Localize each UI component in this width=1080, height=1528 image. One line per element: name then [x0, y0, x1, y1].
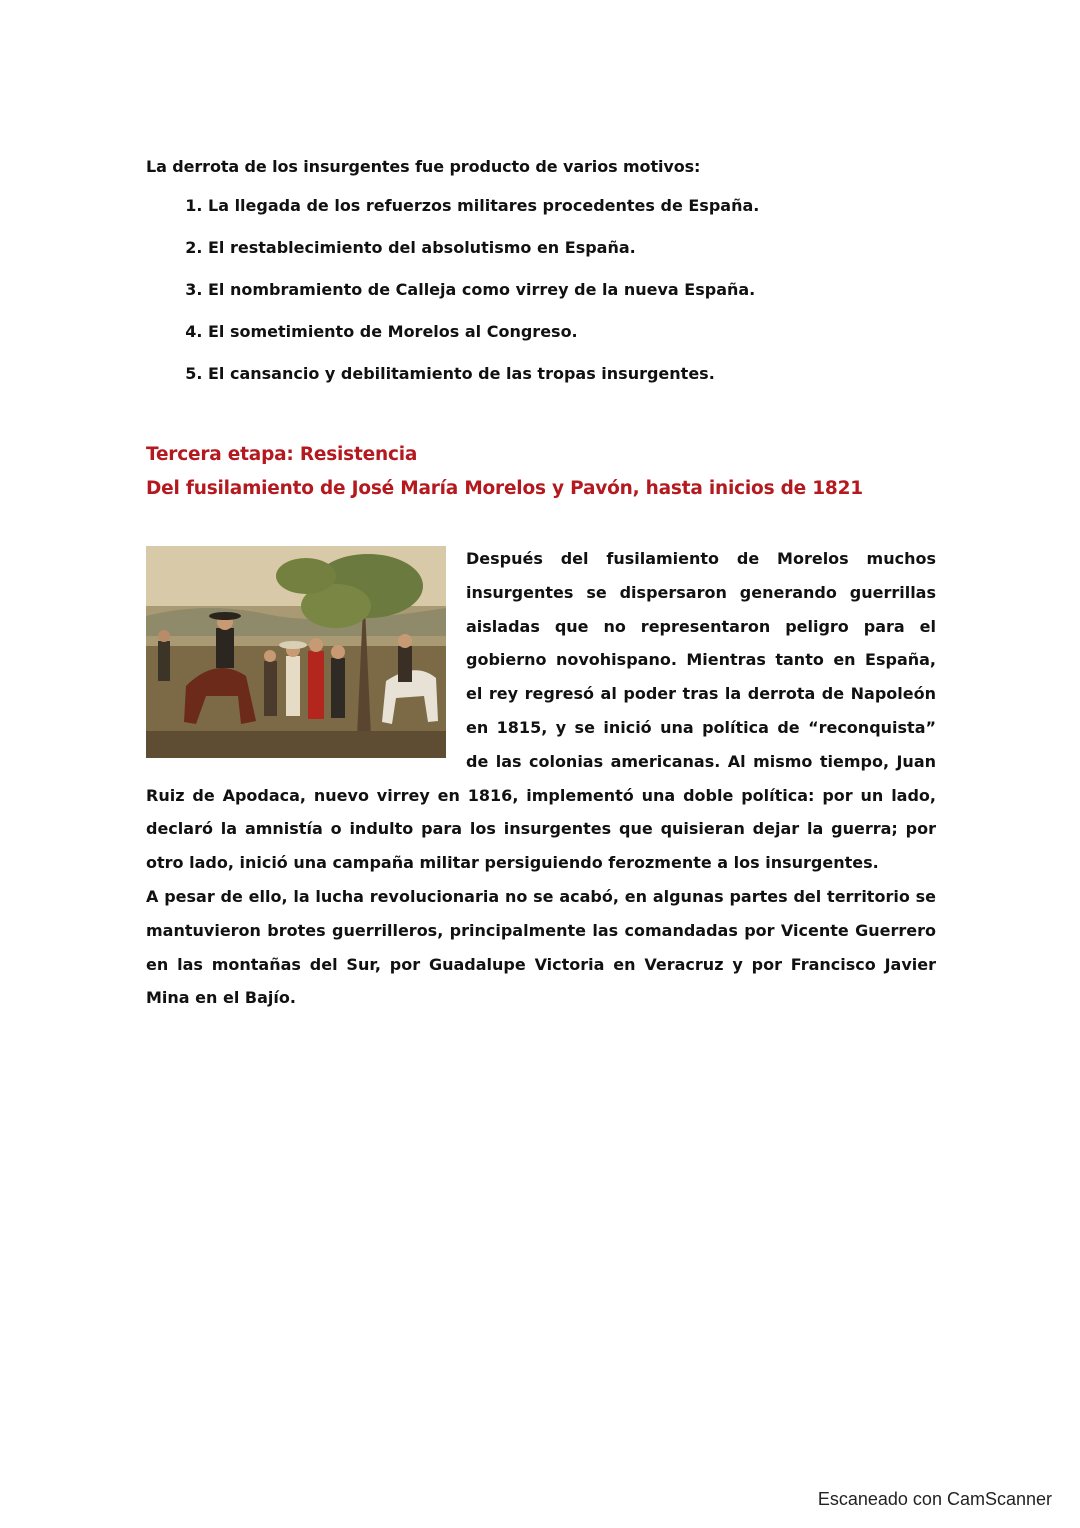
scanner-watermark: Escaneado con CamScanner [817, 1489, 1052, 1509]
section-headings [146, 438, 936, 506]
list-item: 4. El sometimiento de Morelos al Congreso. [208, 320, 936, 343]
list-item: 5. El cansancio y debilitamiento de las tropas insurgentes. [208, 362, 936, 385]
paragraph-1-part-2: para los insurgentes que quisieran dejar la guerra; por otro lado, inició una campaña militar persiguiendo ferozmente a los insurgentes. [146, 819, 936, 873]
painting-illustration [146, 546, 446, 758]
body-block [146, 542, 936, 1015]
paragraph-2: A pesar de ello, la lucha revolucionaria no se acabó, en algunas partes del territorio se mantuvieron brotes guerrilleros, principalmente las comandadas por Vicente Guerrero en las montañas del Sur, por Guadalupe Victoria en Veracruz y por Francisco Javier Mina en el Bajío. [146, 886, 936, 1008]
term-amnistia: amnistía [244, 819, 323, 839]
section-subtitle: Del fusilamiento de José María Morelos y Pavón, hasta inicios de 1821 [146, 478, 863, 499]
historical-painting [146, 546, 446, 758]
paragraph-1-connector: o [322, 819, 350, 839]
intro-text: La derrota de los insurgentes fue producto de varios motivos: [146, 157, 701, 176]
causes-list [146, 194, 936, 385]
list-item: 2. El restablecimiento del absolutismo en España. [208, 236, 936, 259]
paragraph-1-part-1: Después del fusilamiento de Morelos muchos insurgentes se dispersaron generando guerrillas aisladas que no representaron peligro para el gobierno novohispano. Mientras tanto en España, el rey regresó al poder tras la derrota de Napoleón en 1815, y se inició una política de “reconquista” de las colonias americanas. Al mismo tiempo, Juan Ruiz de Apodaca, nuevo virrey en 1816, implementó una doble política: por un lado, declaró la [146, 549, 936, 839]
term-indulto: indulto [349, 819, 414, 839]
section-title: Tercera etapa: Resistencia [146, 444, 418, 465]
list-item: 3. El nombramiento de Calleja como virrey de la nueva España. [208, 278, 936, 301]
document-page [146, 157, 936, 1015]
list-item: 1. La llegada de los refuerzos militares procedentes de España. [208, 194, 936, 217]
